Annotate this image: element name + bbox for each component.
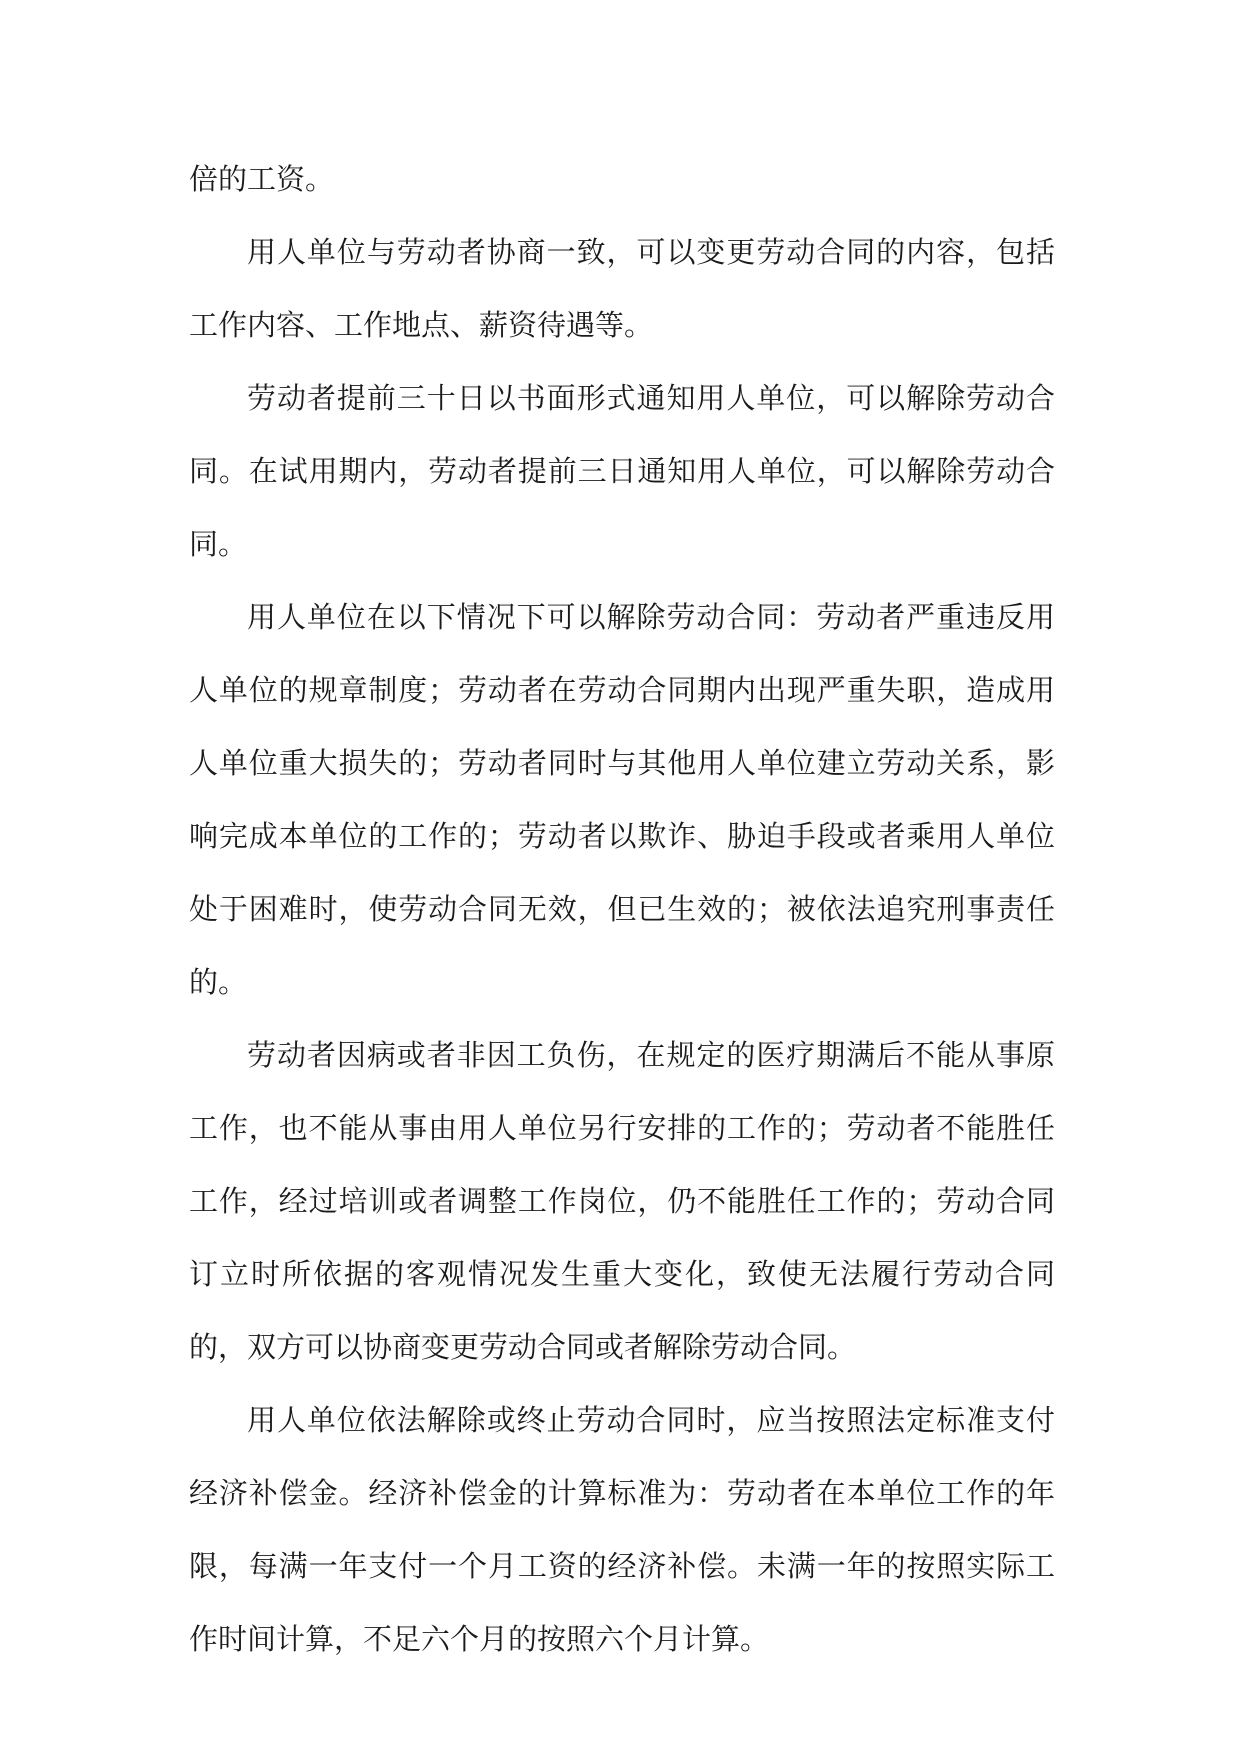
paragraph-continuation: 倍的工资。 bbox=[189, 162, 335, 196]
paragraph-severance-compensation: 用人单位依法解除或终止劳动合同时，应当按照法定标准支付经济补偿金。经济补偿金的计算标准为：劳动者在本单位工作的年限，每满一年支付一个月工资的经济补偿。未满一年的按照实际工作时间计算，不足六个月的按照六个月计算。 bbox=[189, 1403, 1055, 1656]
document-body bbox=[189, 143, 1055, 1676]
paragraph-employee-termination: 劳动者提前三十日以书面形式通知用人单位，可以解除劳动合同。在试用期内，劳动者提前三日通知用人单位，可以解除劳动合同。 bbox=[189, 381, 1055, 561]
paragraph-illness-incompetence: 劳动者因病或者非因工负伤，在规定的医疗期满后不能从事原工作，也不能从事由用人单位另行安排的工作的；劳动者不能胜任工作，经过培训或者调整工作岗位，仍不能胜任工作的；劳动合同订立时所依据的客观情况发生重大变化，致使无法履行劳动合同的，双方可以协商变更劳动合同或者解除劳动合同。 bbox=[189, 1038, 1055, 1364]
paragraph-employer-termination: 用人单位在以下情况下可以解除劳动合同：劳动者严重违反用人单位的规章制度；劳动者在劳动合同期内出现严重失职，造成用人单位重大损失的；劳动者同时与其他用人单位建立劳动关系，影响完成本单位的工作的；劳动者以欺诈、胁迫手段或者乘用人单位处于困难时，使劳动合同无效，但已生效的；被依法追究刑事责任的。 bbox=[189, 600, 1055, 999]
paragraph-contract-change: 用人单位与劳动者协商一致，可以变更劳动合同的内容，包括工作内容、工作地点、薪资待遇等。 bbox=[189, 235, 1055, 342]
